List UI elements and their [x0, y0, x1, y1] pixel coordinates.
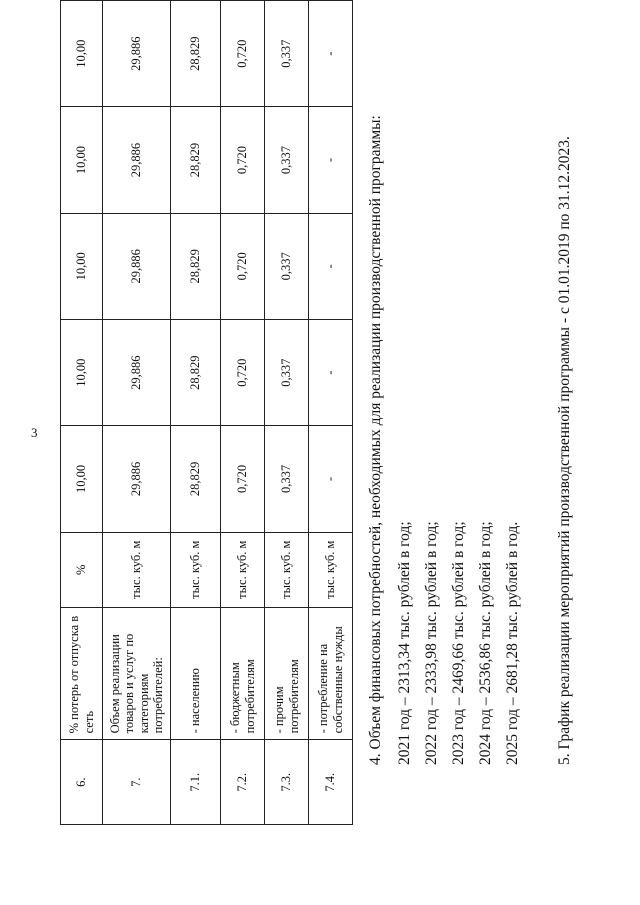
table-cell: - [309, 426, 353, 532]
section-4-heading: 4. Объем финансовых потребностей, необходимых для реализации производственной программы: [367, 115, 384, 765]
table-cell: - [309, 1, 353, 107]
table-cell: 29,886 [103, 426, 171, 532]
year-line: 2023 год – 2469,66 тыс. рублей в год; [450, 521, 467, 765]
table-cell: 28,829 [171, 107, 221, 213]
table-cell: - [309, 320, 353, 426]
year-line: 2024 год – 2536,86 тыс. рублей в год; [477, 521, 494, 765]
table-cell: 29,886 [103, 107, 171, 213]
table-cell: 10,00 [61, 1, 103, 107]
table-row [61, 1, 103, 825]
row-name: - потребление на собственные нужды [309, 607, 353, 740]
row-unit: % [61, 532, 103, 607]
table-cell: 10,00 [61, 320, 103, 426]
table-cell: 28,829 [171, 320, 221, 426]
row-number: 7. [103, 740, 171, 825]
table-cell: - [309, 107, 353, 213]
row-number: 6. [61, 740, 103, 825]
table-cell: 0,720 [221, 213, 265, 319]
table-cell: 0,337 [265, 320, 309, 426]
row-name: - бюджетным потребителям [221, 607, 265, 740]
table-row [221, 1, 265, 825]
year-line: 2021 год – 2313,34 тыс. рублей в год; [396, 521, 413, 765]
table-cell: 28,829 [171, 1, 221, 107]
row-number: 7.3. [265, 740, 309, 825]
table-row [171, 1, 221, 825]
table-cell: - [309, 213, 353, 319]
row-unit: тыс. куб. м [265, 532, 309, 607]
table-cell: 0,337 [265, 107, 309, 213]
table-row [265, 1, 309, 825]
row-unit: тыс. куб. м [171, 532, 221, 607]
table-cell: 0,337 [265, 426, 309, 532]
section-5-schedule: 5. График реализации мероприятий производственной программы - с 01.01.2019 по 31.12.2023. [556, 136, 573, 765]
table-cell: 10,00 [61, 426, 103, 532]
table-cell: 29,886 [103, 320, 171, 426]
table-cell: 29,886 [103, 213, 171, 319]
row-unit: тыс. куб. м [309, 532, 353, 607]
table-cell: 0,720 [221, 320, 265, 426]
table-cell: 0,720 [221, 426, 265, 532]
row-name: - прочим потребителям [265, 607, 309, 740]
row-number: 7.4. [309, 740, 353, 825]
table-row [103, 1, 171, 825]
table-cell: 0,720 [221, 107, 265, 213]
table-cell: 28,829 [171, 213, 221, 319]
page-number: 3 [31, 425, 38, 440]
table-cell: 28,829 [171, 426, 221, 532]
table-cell: 10,00 [61, 213, 103, 319]
table-cell: 0,720 [221, 1, 265, 107]
row-name: - населению [171, 607, 221, 740]
year-line: 2022 год – 2333,98 тыс. рублей в год; [423, 521, 440, 765]
row-number: 7.1. [171, 740, 221, 825]
table-row [309, 1, 353, 825]
table-cell: 10,00 [61, 107, 103, 213]
row-number: 7.2. [221, 740, 265, 825]
row-name: % потерь от отпуска в сеть [61, 607, 103, 740]
row-unit: тыс. куб. м [221, 532, 265, 607]
row-name: Объем реализации товаров и услуг по категориям потребителей: [103, 607, 171, 740]
row-unit: тыс. куб. м [103, 532, 171, 607]
table-cell: 29,886 [103, 1, 171, 107]
table-cell: 0,337 [265, 1, 309, 107]
table-cell: 0,337 [265, 213, 309, 319]
year-line: 2025 год – 2681,28 тыс. рублей в год. [504, 521, 521, 765]
production-table [60, 0, 353, 825]
